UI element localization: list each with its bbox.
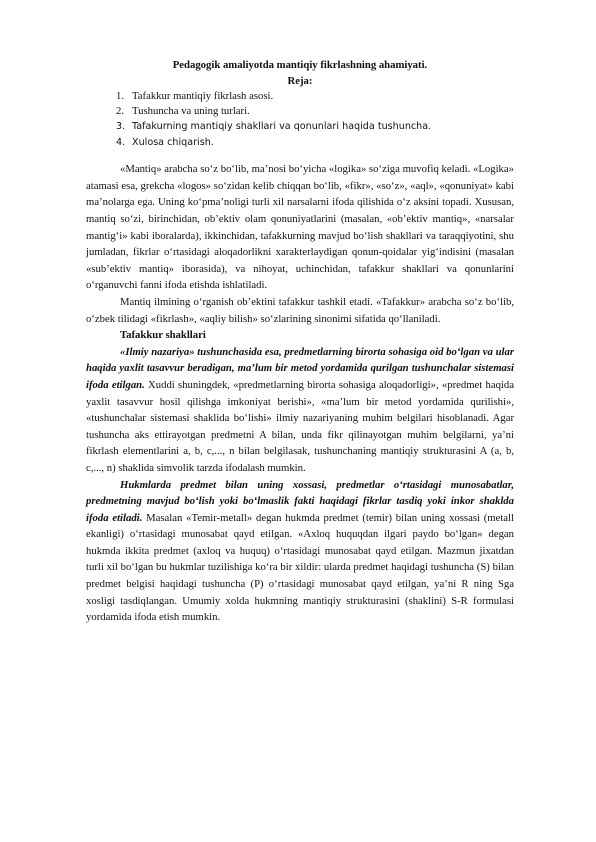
plan-item-number: 2.	[116, 105, 125, 117]
paragraph-ilmiy-nazariya	[86, 344, 514, 477]
document-page	[86, 57, 514, 626]
paragraph-emphasis: Hukmlarda predmet bilan uning xossasi, predmetlar o‘rtasidagi munosabatlar, predmetning mavjud bo‘lish yoki bo‘lmaslik fakti haqidagi fikrlar tasdiq yoki inkor shaklda ifoda etiladi.	[86, 478, 514, 524]
paragraph-hukmlar	[86, 477, 514, 626]
spacer	[86, 150, 514, 161]
paragraph-emphasis: «Ilmiy nazariya» tushunchasida esa, predmetlarning birorta sohasiga oid bo‘lgan va ular haqida yaxlit tasavvur beradigan, ma’lum bir metod yordamida qurilgan tushunchalar sistemasi ifoda etilgan.	[86, 345, 514, 391]
plan-item-text: Xulosa chiqarish.	[132, 136, 214, 148]
paragraph-text: Xuddi shuningdek, «predmetlarning birorta sohasiga aloqadorligi», «predmet haqida yaxlit tasavvur hosil qilishga imkoniyat berishi», «ma’lum bir metod yordamida qurilishi», «tushunchalar sistemasi shaklida bo‘lishi» ilmiy nazariyaning muhim belgilari hisoblanadi. Agar tushuncha aks ettirayotgan predmetni A bilan, unda fikr qilinayotgan muhim belgilarni, ya’ni fikrlash elementlarini a, b, c,..., n bilan belgilasak, tushunchaning mantiqiy strukturasini A (a, b, c,..., n) shaklida simvolik tarzda ifodalash mumkin.	[86, 378, 514, 474]
plan-item-text: Tafakurning mantiqiy shakllari va qonunlari haqida tushuncha.	[132, 121, 432, 133]
plan-item-text: Tushuncha va uning turlari.	[132, 105, 250, 117]
section-heading: Tafakkur shakllari	[120, 329, 206, 342]
plan-item-number: 1.	[116, 89, 125, 102]
plan-item	[86, 89, 514, 104]
plan-item-number: 3.	[116, 121, 126, 133]
plan-item	[86, 135, 514, 150]
plan-item	[86, 119, 514, 134]
paragraph-text: Masalan «Temir-metall» degan hukmda predmet (temir) bilan uning xossasi (metall ekanligi) o‘rtasidagi munosabat qayd etilgan. «Axloq huquqdan ilgari paydo bo‘lgan» degan hukmda ikkita predmet (axloq va huquq) o‘rtasidagi munosabat qayd etilgan. Mazmun jixatdan turli xil bo‘lgan bu hukmlar tuzilishiga ko‘ra bir xildir: ularda predmet haqidagi tushuncha (S) bilan predmet belgisi haqidagi tushuncha (P) o‘rtasidagi munosabat qayd etilgan, ya’ni R ning Sga xosligi tasdiqlangan. Umumiy xolda hukmning mantiqiy strukturasini (shaklini) S-R formulasi yordamida ifoda etish mumkin.	[86, 511, 514, 624]
document-title: Pedagogik amaliyotda mantiqiy fikrlashning ahamiyati.	[172, 59, 428, 71]
plan-item-text: Tafakkur mantiqiy fikrlash asosi.	[132, 89, 274, 102]
plan-list	[86, 89, 514, 151]
paragraph-tafakkur: Mantiq ilmining o‘rganish ob’ektini tafakkur tashkil etadi. «Tafakkur» arabcha so‘z bo‘lib, o‘zbek tilidagi «fikrlash», «aqliy bilish» so‘zlarining sinonimi sifatida qo‘llaniladi.	[86, 295, 514, 325]
plan-item-number: 4.	[116, 136, 126, 148]
plan-item	[86, 104, 514, 119]
plan-heading: Reja:	[287, 74, 313, 87]
paragraph-mantiq-definition: «Mantiq» arabcha so‘z bo‘lib, ma’nosi bo‘yicha «logika» so‘ziga muvofiq keladi. «Logika» atamasi esa, grekcha «logos» so‘zidan kelib chiqqan bo‘lib, «fikr», «so‘z», «aql», «qonuniyat» kabi ma’nolarga ega. Uning ko‘pma’noligi turli xil narsalarni ifoda qilishida o‘z aksini topadi. Xususan, mantiq so‘zi, birinchidan, ob’ektiv olam qonuniyatlarini (masalan, «ob’ektiv mantiq», «narsalar mantig‘i» kabi iboralarda), ikkinchidan, tafakkurning mavjud bo‘lish shakllari va taraqqiyotini, shu jumladan, fikrlar o‘rtasidagi aloqadorlikni xarakterlaydigan qonun-qoidalar yig‘indisini (masalan «sub’ektiv mantiq» iborasida), va nihoyat, uchinchidan, tafakkur shakllari va qonunlarini o‘rganuvchi fanni ifoda etishda ishlatiladi.	[86, 163, 514, 292]
